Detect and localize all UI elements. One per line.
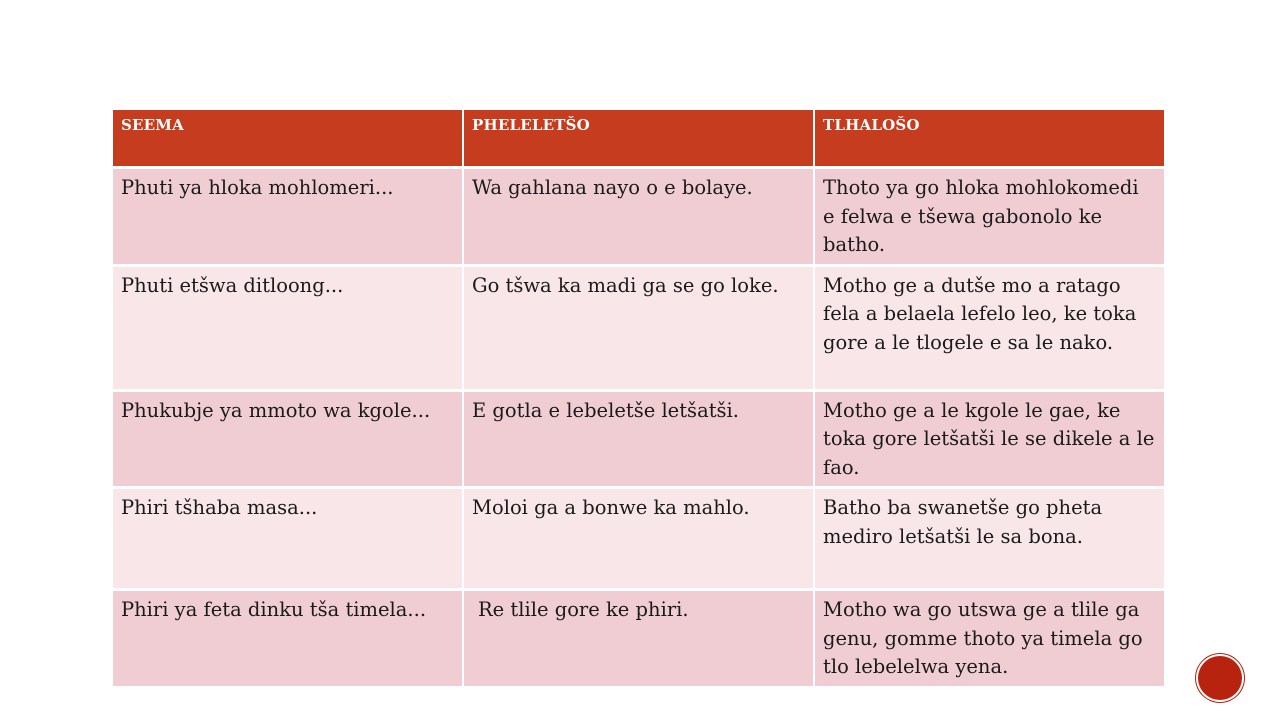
header-pheleletso: PHELELETŠO — [464, 110, 813, 166]
cell-seema: Phiri ya feta dinku tša timela... — [113, 591, 462, 686]
table-header-row — [113, 110, 1164, 166]
cell-seema: Phuti etšwa ditloong... — [113, 267, 462, 389]
cell-pheleletso: Go tšwa ka madi ga se go loke. — [464, 267, 813, 389]
table-row — [113, 267, 1164, 389]
cell-seema: Phukubje ya mmoto wa kgole... — [113, 392, 462, 487]
cell-tlhaloso: Batho ba swanetše go pheta mediro letšatši le sa bona. — [815, 489, 1164, 588]
proverbs-table — [111, 107, 1166, 689]
header-tlhaloso: TLHALOŠO — [815, 110, 1164, 166]
cell-pheleletso: E gotla e lebeletše letšatši. — [464, 392, 813, 487]
cell-pheleletso: Wa gahlana nayo o e bolaye. — [464, 169, 813, 264]
table-row — [113, 169, 1164, 264]
cell-tlhaloso: Motho ge a dutše mo a ratago fela a belaela lefelo leo, ke toka gore a le tlogele e sa le nako. — [815, 267, 1164, 389]
slide-nav-button[interactable] — [1198, 656, 1242, 700]
cell-seema: Phuti ya hloka mohlomeri... — [113, 169, 462, 264]
cell-tlhaloso: Motho wa go utswa ge a tlile ga genu, gomme thoto ya timela go tlo lebelelwa yena. — [815, 591, 1164, 686]
cell-pheleletso: Re tlile gore ke phiri. — [464, 591, 813, 686]
cell-seema: Phiri tšhaba masa... — [113, 489, 462, 588]
cell-pheleletso: Moloi ga a bonwe ka mahlo. — [464, 489, 813, 588]
table-row — [113, 591, 1164, 686]
table-row — [113, 392, 1164, 487]
table-row — [113, 489, 1164, 588]
cell-tlhaloso: Motho ge a le kgole le gae, ke toka gore letšatši le se dikele a le fao. — [815, 392, 1164, 487]
header-seema: SEEMA — [113, 110, 462, 166]
cell-tlhaloso: Thoto ya go hloka mohlokomedi e felwa e tšewa gabonolo ke batho. — [815, 169, 1164, 264]
